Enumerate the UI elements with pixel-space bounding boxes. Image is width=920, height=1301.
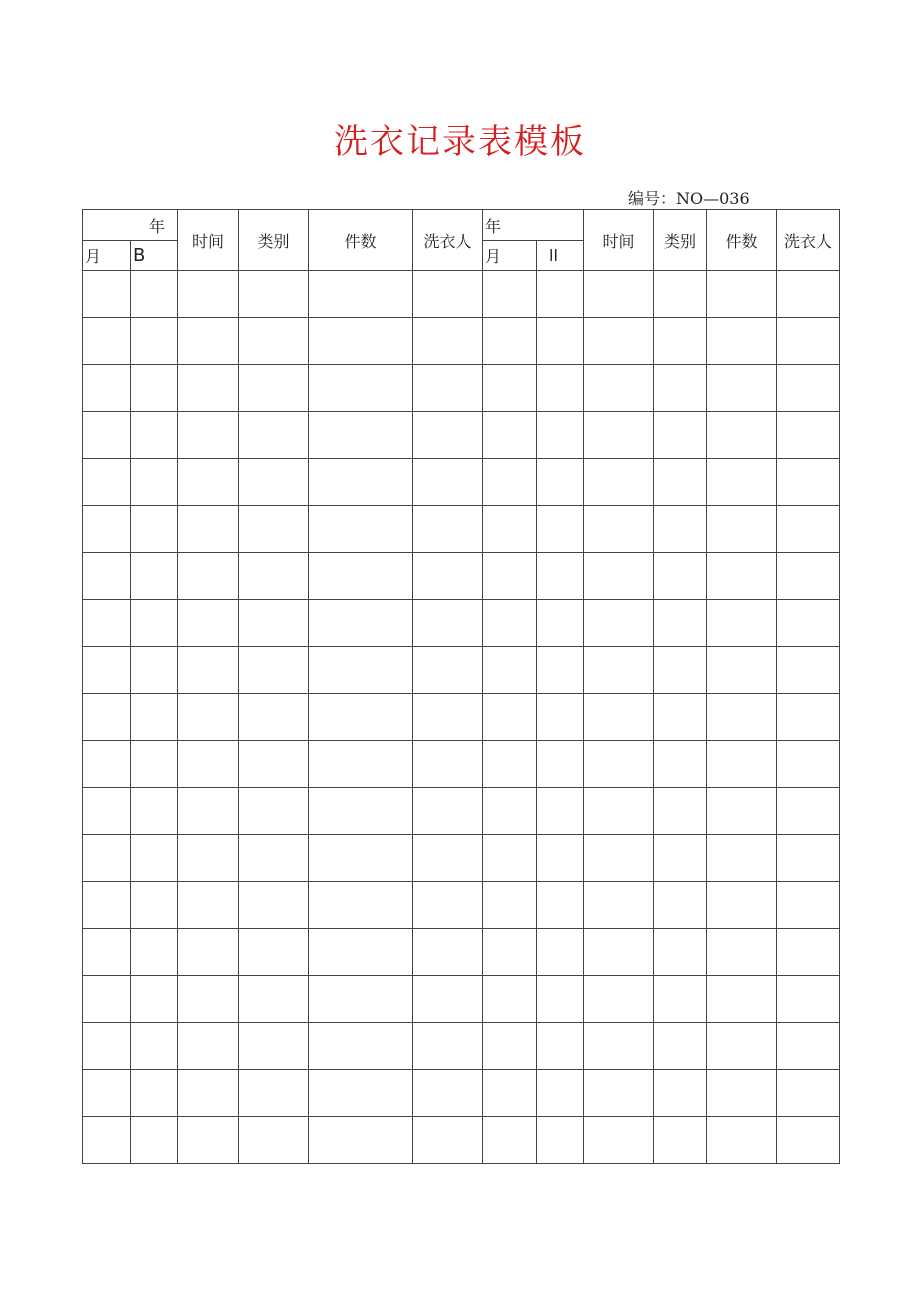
table-cell[interactable] xyxy=(483,835,537,882)
table-cell[interactable] xyxy=(777,553,840,600)
table-cell[interactable] xyxy=(131,788,178,835)
table-cell[interactable] xyxy=(537,694,584,741)
table-cell[interactable] xyxy=(483,1070,537,1117)
table-cell[interactable] xyxy=(178,647,239,694)
table-cell[interactable] xyxy=(413,647,483,694)
table-row xyxy=(83,459,840,506)
table-cell[interactable] xyxy=(537,412,584,459)
table-cell[interactable] xyxy=(584,1023,654,1070)
table-cell[interactable] xyxy=(83,506,131,553)
table-cell[interactable] xyxy=(239,788,309,835)
table-cell[interactable] xyxy=(178,553,239,600)
table-cell[interactable] xyxy=(83,412,131,459)
table-cell[interactable] xyxy=(131,835,178,882)
table-cell[interactable] xyxy=(537,1023,584,1070)
table-cell[interactable] xyxy=(131,459,178,506)
table-cell[interactable] xyxy=(413,1117,483,1164)
table-cell[interactable] xyxy=(707,741,777,788)
table-cell[interactable] xyxy=(584,600,654,647)
table-cell[interactable] xyxy=(654,694,707,741)
table-cell[interactable] xyxy=(83,882,131,929)
table-cell[interactable] xyxy=(239,1023,309,1070)
document-number: 编号：NO—036 xyxy=(628,189,750,208)
table-cell[interactable] xyxy=(707,318,777,365)
table-cell[interactable] xyxy=(483,741,537,788)
table-cell[interactable] xyxy=(777,365,840,412)
table-cell[interactable] xyxy=(707,365,777,412)
table-cell[interactable] xyxy=(537,600,584,647)
header-time-left: 时间 xyxy=(178,210,239,271)
table-cell[interactable] xyxy=(483,271,537,318)
table-cell[interactable] xyxy=(178,1023,239,1070)
table-cell[interactable] xyxy=(584,647,654,694)
table-cell[interactable] xyxy=(707,929,777,976)
table-cell[interactable] xyxy=(707,459,777,506)
table-cell[interactable] xyxy=(654,1023,707,1070)
table-cell[interactable] xyxy=(309,929,413,976)
table-row xyxy=(83,318,840,365)
table-cell[interactable] xyxy=(654,271,707,318)
table-cell[interactable] xyxy=(413,929,483,976)
table-cell[interactable] xyxy=(309,1023,413,1070)
table-cell[interactable] xyxy=(483,1023,537,1070)
table-cell[interactable] xyxy=(83,694,131,741)
table-row xyxy=(83,741,840,788)
header-category-right: 类别 xyxy=(654,210,707,271)
table-cell[interactable] xyxy=(654,600,707,647)
table-cell[interactable] xyxy=(707,1117,777,1164)
table-cell[interactable] xyxy=(131,271,178,318)
table-cell[interactable] xyxy=(178,976,239,1023)
table-cell[interactable] xyxy=(309,459,413,506)
table-cell[interactable] xyxy=(83,1023,131,1070)
table-cell[interactable] xyxy=(707,694,777,741)
table-cell[interactable] xyxy=(584,882,654,929)
table-cell[interactable] xyxy=(584,412,654,459)
header-row-1 xyxy=(83,210,840,241)
table-cell[interactable] xyxy=(584,1117,654,1164)
table-row xyxy=(83,271,840,318)
table-cell[interactable] xyxy=(777,882,840,929)
table-cell[interactable] xyxy=(239,929,309,976)
table-row xyxy=(83,1117,840,1164)
table-cell[interactable] xyxy=(413,318,483,365)
table-cell[interactable] xyxy=(483,365,537,412)
table-cell[interactable] xyxy=(131,506,178,553)
table-cell[interactable] xyxy=(537,318,584,365)
table-cell[interactable] xyxy=(413,788,483,835)
table-cell[interactable] xyxy=(777,694,840,741)
table-cell[interactable] xyxy=(178,741,239,788)
table-cell[interactable] xyxy=(537,788,584,835)
table-cell[interactable] xyxy=(131,976,178,1023)
table-cell[interactable] xyxy=(178,318,239,365)
table-cell[interactable] xyxy=(131,412,178,459)
table-cell[interactable] xyxy=(483,929,537,976)
table-cell[interactable] xyxy=(483,694,537,741)
table-row xyxy=(83,1070,840,1117)
table-cell[interactable] xyxy=(483,976,537,1023)
table-cell[interactable] xyxy=(584,976,654,1023)
table-cell[interactable] xyxy=(239,694,309,741)
table-cell[interactable] xyxy=(654,318,707,365)
table-cell[interactable] xyxy=(239,412,309,459)
table-cell[interactable] xyxy=(239,1117,309,1164)
table-cell[interactable] xyxy=(654,835,707,882)
header-year-right: 年 xyxy=(483,210,584,241)
table-cell[interactable] xyxy=(178,506,239,553)
header-washer-right: 洗衣人 xyxy=(777,210,840,271)
table-cell[interactable] xyxy=(654,412,707,459)
table-cell[interactable] xyxy=(777,976,840,1023)
table-cell[interactable] xyxy=(654,882,707,929)
table-cell[interactable] xyxy=(309,412,413,459)
table-cell[interactable] xyxy=(131,1023,178,1070)
table-cell[interactable] xyxy=(584,318,654,365)
table-cell[interactable] xyxy=(584,741,654,788)
table-cell[interactable] xyxy=(483,647,537,694)
table-cell[interactable] xyxy=(413,1070,483,1117)
table-row xyxy=(83,365,840,412)
table-cell[interactable] xyxy=(178,459,239,506)
table-cell[interactable] xyxy=(654,1117,707,1164)
table-cell[interactable] xyxy=(413,694,483,741)
table-cell[interactable] xyxy=(537,1117,584,1164)
table-cell[interactable] xyxy=(239,1070,309,1117)
table-cell[interactable] xyxy=(309,506,413,553)
table-cell[interactable] xyxy=(239,600,309,647)
table-cell[interactable] xyxy=(654,741,707,788)
table-cell[interactable] xyxy=(83,1117,131,1164)
table-cell[interactable] xyxy=(131,741,178,788)
table-cell[interactable] xyxy=(413,1023,483,1070)
table-cell[interactable] xyxy=(654,506,707,553)
table-cell[interactable] xyxy=(413,553,483,600)
table-cell[interactable] xyxy=(413,506,483,553)
header-washer-left: 洗衣人 xyxy=(413,210,483,271)
table-cell[interactable] xyxy=(178,365,239,412)
table-cell[interactable] xyxy=(309,882,413,929)
table-cell[interactable] xyxy=(413,600,483,647)
table-row xyxy=(83,929,840,976)
table-row xyxy=(83,600,840,647)
table-cell[interactable] xyxy=(239,553,309,600)
table-cell[interactable] xyxy=(178,835,239,882)
table-cell[interactable] xyxy=(83,976,131,1023)
table-cell[interactable] xyxy=(178,1117,239,1164)
table-cell[interactable] xyxy=(239,271,309,318)
table-cell[interactable] xyxy=(584,506,654,553)
table-cell[interactable] xyxy=(83,271,131,318)
laundry-log-table xyxy=(82,209,840,1164)
table-cell[interactable] xyxy=(178,412,239,459)
header-count-left: 件数 xyxy=(309,210,413,271)
table-row xyxy=(83,553,840,600)
table-cell[interactable] xyxy=(413,976,483,1023)
table-cell[interactable] xyxy=(83,318,131,365)
table-cell[interactable] xyxy=(777,600,840,647)
table-cell[interactable] xyxy=(654,976,707,1023)
header-day-left: B xyxy=(131,241,178,271)
table-cell[interactable] xyxy=(584,694,654,741)
table-cell[interactable] xyxy=(83,459,131,506)
table-cell[interactable] xyxy=(83,553,131,600)
table-cell[interactable] xyxy=(777,271,840,318)
table-cell[interactable] xyxy=(777,506,840,553)
table-cell[interactable] xyxy=(483,318,537,365)
table-cell[interactable] xyxy=(584,553,654,600)
table-cell[interactable] xyxy=(707,976,777,1023)
table-cell[interactable] xyxy=(131,882,178,929)
table-row xyxy=(83,412,840,459)
table-cell[interactable] xyxy=(707,788,777,835)
table-row xyxy=(83,694,840,741)
table-cell[interactable] xyxy=(131,1070,178,1117)
table-cell[interactable] xyxy=(537,976,584,1023)
table-cell[interactable] xyxy=(537,741,584,788)
table-cell[interactable] xyxy=(131,600,178,647)
table-cell[interactable] xyxy=(239,882,309,929)
table-cell[interactable] xyxy=(483,553,537,600)
table-cell[interactable] xyxy=(83,600,131,647)
table-cell[interactable] xyxy=(239,459,309,506)
table-cell[interactable] xyxy=(131,1117,178,1164)
table-cell[interactable] xyxy=(707,835,777,882)
table-cell[interactable] xyxy=(131,553,178,600)
table-cell[interactable] xyxy=(309,365,413,412)
table-cell[interactable] xyxy=(707,1070,777,1117)
table-cell[interactable] xyxy=(584,929,654,976)
table-cell[interactable] xyxy=(707,647,777,694)
table-cell[interactable] xyxy=(777,929,840,976)
table-cell[interactable] xyxy=(178,882,239,929)
table-cell[interactable] xyxy=(777,835,840,882)
table-cell[interactable] xyxy=(777,412,840,459)
table-cell[interactable] xyxy=(654,1070,707,1117)
table-cell[interactable] xyxy=(707,412,777,459)
table-cell[interactable] xyxy=(537,1070,584,1117)
table-cell[interactable] xyxy=(83,788,131,835)
table-cell[interactable] xyxy=(584,1070,654,1117)
table-cell[interactable] xyxy=(239,506,309,553)
table-cell[interactable] xyxy=(654,647,707,694)
table-cell[interactable] xyxy=(537,882,584,929)
table-cell[interactable] xyxy=(483,506,537,553)
table-cell[interactable] xyxy=(83,365,131,412)
table-cell[interactable] xyxy=(707,1023,777,1070)
table-row xyxy=(83,835,840,882)
table-cell[interactable] xyxy=(654,929,707,976)
table-cell[interactable] xyxy=(537,647,584,694)
table-cell[interactable] xyxy=(483,1117,537,1164)
table-cell[interactable] xyxy=(309,1070,413,1117)
table-cell[interactable] xyxy=(239,741,309,788)
table-cell[interactable] xyxy=(537,835,584,882)
table-cell[interactable] xyxy=(483,882,537,929)
table-cell[interactable] xyxy=(309,647,413,694)
table-cell[interactable] xyxy=(131,694,178,741)
table-cell[interactable] xyxy=(777,1070,840,1117)
table-cell[interactable] xyxy=(239,976,309,1023)
table-cell[interactable] xyxy=(309,835,413,882)
table-cell[interactable] xyxy=(413,741,483,788)
table-cell[interactable] xyxy=(83,835,131,882)
table-cell[interactable] xyxy=(131,365,178,412)
table-cell[interactable] xyxy=(584,788,654,835)
table-cell[interactable] xyxy=(178,271,239,318)
table-cell[interactable] xyxy=(413,412,483,459)
table-cell[interactable] xyxy=(178,1070,239,1117)
table-cell[interactable] xyxy=(309,694,413,741)
table-row xyxy=(83,976,840,1023)
table-cell[interactable] xyxy=(777,1023,840,1070)
table-cell[interactable] xyxy=(537,271,584,318)
table-cell[interactable] xyxy=(584,459,654,506)
table-cell[interactable] xyxy=(413,365,483,412)
table-cell[interactable] xyxy=(584,365,654,412)
header-day-right: ll xyxy=(537,241,584,271)
table-cell[interactable] xyxy=(707,271,777,318)
table-cell[interactable] xyxy=(413,459,483,506)
header-count-right: 件数 xyxy=(707,210,777,271)
table-cell[interactable] xyxy=(309,600,413,647)
table-cell[interactable] xyxy=(413,882,483,929)
table-cell[interactable] xyxy=(83,929,131,976)
table-cell[interactable] xyxy=(309,788,413,835)
header-category-left: 类别 xyxy=(239,210,309,271)
table-cell[interactable] xyxy=(131,647,178,694)
table-cell[interactable] xyxy=(483,600,537,647)
table-row xyxy=(83,788,840,835)
table-cell[interactable] xyxy=(537,459,584,506)
table-cell[interactable] xyxy=(707,600,777,647)
table-cell[interactable] xyxy=(413,835,483,882)
table-cell[interactable] xyxy=(483,788,537,835)
table-cell[interactable] xyxy=(309,1117,413,1164)
table-cell[interactable] xyxy=(777,741,840,788)
table-cell[interactable] xyxy=(707,506,777,553)
table-cell[interactable] xyxy=(309,553,413,600)
table-cell[interactable] xyxy=(178,929,239,976)
table-cell[interactable] xyxy=(584,835,654,882)
header-month-right: 月 xyxy=(483,241,537,271)
table-cell[interactable] xyxy=(178,788,239,835)
table-cell[interactable] xyxy=(584,271,654,318)
table-cell[interactable] xyxy=(537,929,584,976)
table-cell[interactable] xyxy=(654,459,707,506)
table-cell[interactable] xyxy=(777,459,840,506)
table-cell[interactable] xyxy=(654,553,707,600)
table-cell[interactable] xyxy=(239,835,309,882)
table-cell[interactable] xyxy=(239,647,309,694)
page-title: 洗衣记录表模板 xyxy=(334,122,586,162)
table-cell[interactable] xyxy=(83,1070,131,1117)
table-row xyxy=(83,506,840,553)
table-cell[interactable] xyxy=(707,553,777,600)
table-cell[interactable] xyxy=(537,553,584,600)
table-cell[interactable] xyxy=(777,1117,840,1164)
table-cell[interactable] xyxy=(131,318,178,365)
table-cell[interactable] xyxy=(707,882,777,929)
table-row xyxy=(83,1023,840,1070)
table-cell[interactable] xyxy=(131,929,178,976)
table-cell[interactable] xyxy=(309,318,413,365)
table-cell[interactable] xyxy=(239,318,309,365)
table-cell[interactable] xyxy=(239,365,309,412)
header-month-left: 月 xyxy=(83,241,131,271)
table-cell[interactable] xyxy=(537,365,584,412)
table-row xyxy=(83,647,840,694)
table-cell[interactable] xyxy=(777,788,840,835)
table-cell[interactable] xyxy=(309,741,413,788)
table-cell[interactable] xyxy=(483,412,537,459)
table-cell[interactable] xyxy=(309,271,413,318)
table-cell[interactable] xyxy=(654,365,707,412)
header-time-right: 时间 xyxy=(584,210,654,271)
table-cell[interactable] xyxy=(777,318,840,365)
table-cell[interactable] xyxy=(178,694,239,741)
table-cell[interactable] xyxy=(178,600,239,647)
table-cell[interactable] xyxy=(537,506,584,553)
table-cell[interactable] xyxy=(309,976,413,1023)
table-cell[interactable] xyxy=(654,788,707,835)
table-cell[interactable] xyxy=(83,741,131,788)
table-row xyxy=(83,882,840,929)
table-cell[interactable] xyxy=(413,271,483,318)
table-cell[interactable] xyxy=(483,459,537,506)
table-cell[interactable] xyxy=(777,647,840,694)
header-year-left: 年 xyxy=(83,210,178,241)
table-cell[interactable] xyxy=(83,647,131,694)
